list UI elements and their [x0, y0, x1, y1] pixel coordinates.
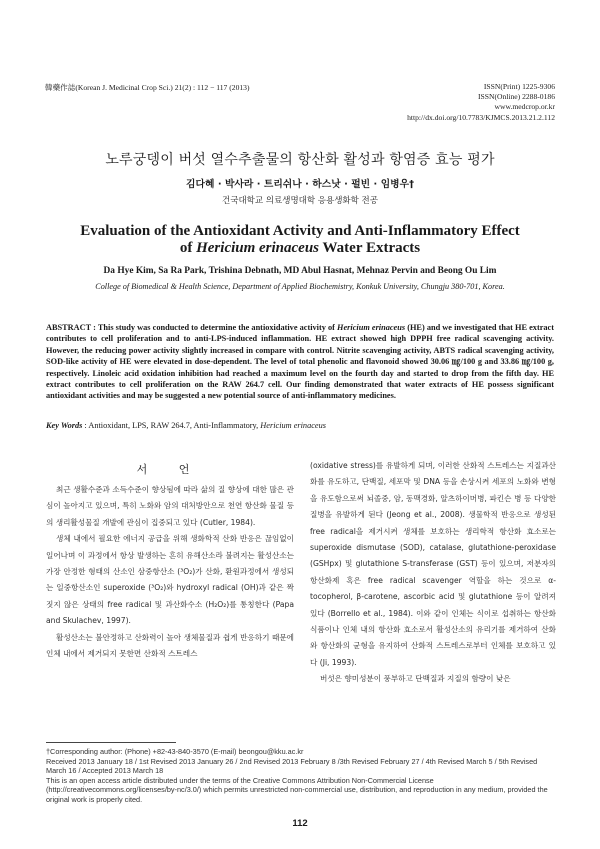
abstract-text: (HE) and we investigated that HE extract contributes to cell proliferation and to anti-LPS-induced inflammation. HE extract showed high DPPH free radical scavenging activity. However, the reducing power activity slightly increased in compare with control. Nitrite scavenging activity, ABTS radical scavenging activity, SOD-like activity of HE were elevated in dose-dependent. The level of total phenolic and flavonoid showed 30.06 ㎎/100 g and 33.86 ㎎/100 g, respectively. Linoleic acid oxidation inhibition had reached a maximum level on the fourth day and started to drop from the fifth day. HE extract contributes to cell proliferation on the RAW 264.7 cell. Our finding demonstrated that water extracts of HE possess significant antioxidant activities and may be suggested a new potential source of anti-inflammatory medicines.	[46, 323, 554, 401]
journal-website[interactable]: www.medcrop.or.kr	[494, 102, 555, 112]
corresponding-author: †Corresponding author: (Phone) +82-43-840-3570 (E-mail) beongou@kku.ac.kr	[46, 747, 304, 756]
affiliation-english: College of Biomedical & Health Science, Department of Applied Biochemistry, Konkuk University, Chungju 380-701, Korea.	[95, 282, 505, 291]
received-dates: Received 2013 January 18 / 1st Revised 2013 January 26 / 2nd Revised 2013 February 8 /3th Revised February 27 / 4th Revised March 5 / 5th Revised March 16 / Accepted 2013 March 18	[46, 756, 538, 776]
keywords	[46, 421, 554, 430]
title-part: Water Extracts	[319, 240, 421, 256]
keywords-label: Key Words	[46, 421, 83, 430]
section-heading-introduction: 서 언	[136, 463, 204, 476]
footnote-divider	[46, 742, 176, 743]
journal-identifiers	[407, 82, 555, 123]
abstract	[46, 322, 554, 402]
keywords-species: Hericium erinaceus	[260, 421, 326, 430]
title-english	[0, 223, 600, 257]
title-english-line1: Evaluation of the Antioxidant Activity and Anti-Inflammatory Effect	[80, 223, 520, 239]
issn-online: ISSN(Online) 2288-0186	[478, 92, 555, 102]
paragraph: 최근 생활수준과 소득수준이 향상됨에 따라 삶의 질 향상에 대한 많은 관심이 높아지고 있으며, 특히 노화와 암의 대처방안으로 천연 항산화 물질 등의 생리활성물질 개발에 관심이 집중되고 있다 (Cutler, 1984).	[46, 485, 294, 527]
affiliation-korean: 건국대학교 의료생명대학 응용생화학 전공	[222, 196, 378, 206]
abstract-label: ABSTRACT :	[46, 323, 98, 332]
issn-print: ISSN(Print) 1225-9306	[483, 82, 555, 91]
abstract-species: Hericium erinaceus	[337, 323, 406, 332]
paragraph: 활성산소는 불안정하고 산화력이 높아 생체물질과 쉽게 반응하기 때문에 인체 내에서 제거되지 못한면 산화적 스트레스	[46, 632, 294, 659]
page-number: 112	[292, 818, 308, 829]
footnote	[46, 747, 556, 805]
authors-english: Da Hye Kim, Sa Ra Park, Trishina Debnath, MD Abul Hasnat, Mehnaz Pervin and Beong Ou Lim	[103, 266, 497, 276]
journal-citation: 韓藥作誌(Korean J. Medicinal Crop Sci.) 21(2) : 112 − 117 (2013)	[45, 83, 250, 92]
keywords-separator: :	[82, 421, 89, 430]
title-part: of	[179, 240, 197, 256]
title-korean: 노루궁뎅이 버섯 열수추출물의 항산화 활성과 항염증 효능 평가	[105, 152, 495, 168]
keywords-text: Antioxidant, LPS, RAW 264.7, Anti-Inflammatory,	[88, 421, 261, 430]
body-column-left	[46, 482, 294, 662]
license-notice: This is an open access article distributed under the terms of the Creative Commons Attribution Non-Commercial License (http://creativecommons.org/licenses/by-nc/3.0/) which permits unrestricted non-commercial use, distribution, and reproduction in any medium, provided the original work is properly cited.	[46, 775, 548, 804]
doi-link[interactable]: http://dx.doi.org/10.7783/KJMCS.2013.21.2.112	[407, 112, 555, 122]
title-english-line2	[0, 240, 600, 257]
paragraph: (oxidative stress)를 유발하게 되며, 이러한 산화적 스트레스는 지질과산화를 유도하고, 단백질, 세포막 및 DNA 등을 손상시켜 세포의 노화와 변형을 유도함으로써 뇌졸중, 암, 동맥경화, 알츠하이머병, 파킨슨 병 등 다양한 질병을 유발하게 된다 (Jeong et al., 2008). 생물학적 반응으로 생성된 free radical을 제거시켜 생체를 보호하는 생리학적 항산화 효소로는 superoxide dismutase (SOD), catalase, glutathione-peroxidase (GSHpx) 및 glutathione S-transferase (GST) 등이 있으며, 저분자의 항산화제 혹은 free radical scavenger 역할을 하는 것으로 α-tocopherol, β-carotene, ascorbic acid 및 glutathione 등이 알려져 있다 (Borrello et al., 1984). 이와 같이 인체는 식이로 섭취하는 항산화 식품이나 인체 내의 항산화 효소로서 활성산소의 유리기를 제거하여 산화와 항산화의 균형을 유지하여 산화적 스트레스로부터 인체를 보호하고 있다 (Ji, 1993).	[310, 461, 556, 667]
body-column-right	[310, 458, 556, 688]
species-name: Hericium erinaceus	[196, 240, 320, 256]
abstract-text: This study was conducted to determine the antioxidative activity of	[97, 323, 338, 332]
authors-korean: 김다혜 · 박사라 · 트리쉬나 · 하스낫 · 펄빈 · 임병우†	[186, 179, 414, 190]
paragraph: 생체 내에서 필요한 에너지 공급을 위해 생화학적 산화 반응은 끊임없이 일어나며 이 과정에서 항상 발생하는 흔히 유해산소라 불려지는 활성산소는 가장 안정한 형태의 산소인 삼중항산소 (³O₂)가 산화, 환원과정에서 생성되는 일중항산소인 superoxide (³O₂)와 hydroxyl radical (OH)과 같은 짝짓지 않은 상태의 free radical 및 과산화수소 (H₂O₂)를 통칭한다 (Papa and Skulachev, 1997).	[46, 534, 294, 626]
paragraph: 버섯은 향미성분이 풍부하고 단백질과 지질의 함량이 낮은	[320, 674, 511, 684]
